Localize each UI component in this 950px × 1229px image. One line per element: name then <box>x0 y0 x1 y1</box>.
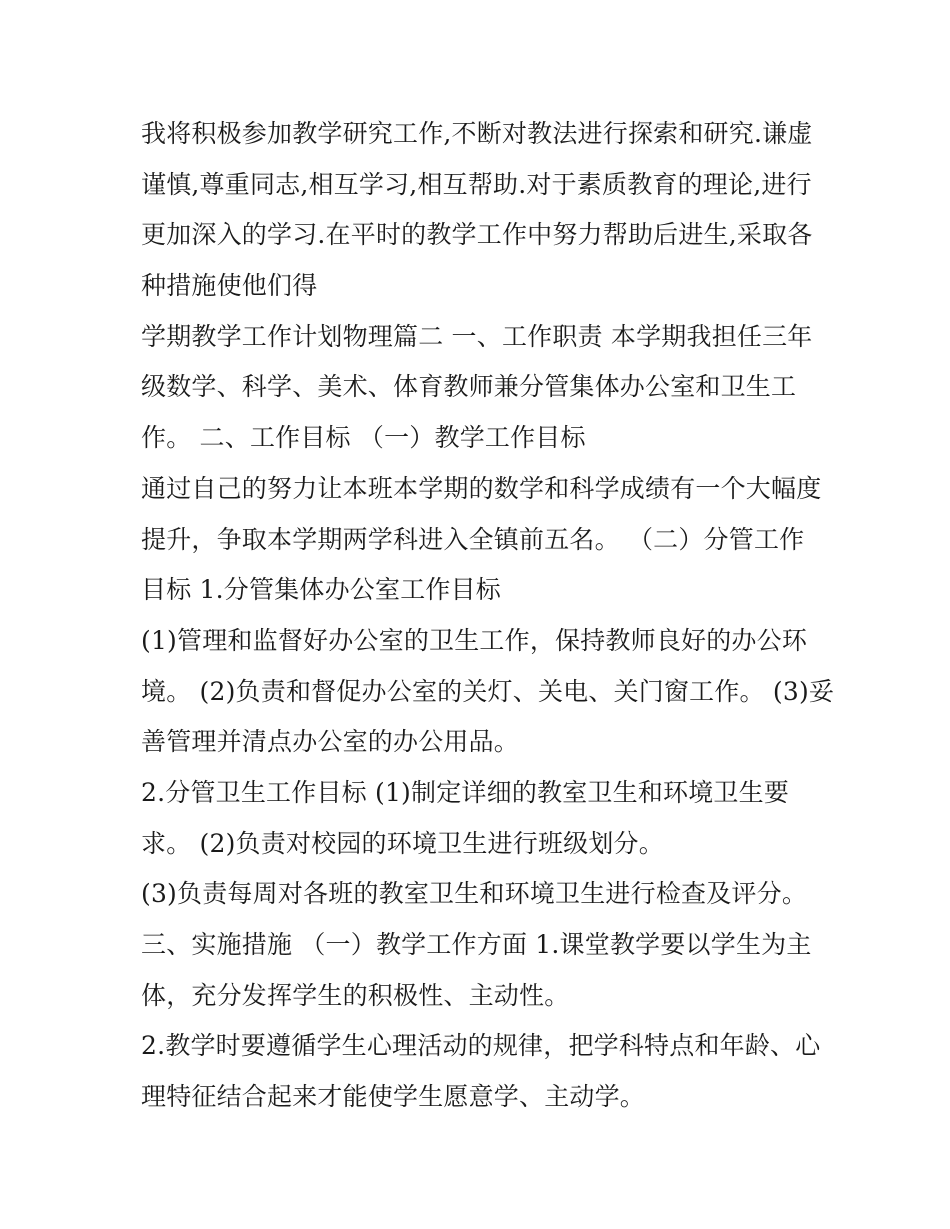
text-line: 学期教学工作计划物理篇二 一、工作职责 本学期我担任三年 <box>141 321 813 351</box>
text-line: 善管理并清点办公室的办公用品。 <box>141 727 520 757</box>
text-line: 三、实施措施 （一）教学工作方面 1.课堂教学要以学生为主 <box>141 930 812 959</box>
text-line: 理特征结合起来才能使学生愿意学、主动学。 <box>141 1082 646 1112</box>
text-line: 体，充分发挥学生的积极性、主动性。 <box>141 980 570 1010</box>
text-line: 通过自己的努力让本班本学期的数学和科学成绩有一个大幅度 <box>141 473 822 503</box>
text-line: 目标 1.分管集体办公室工作目标 <box>141 575 502 605</box>
text-line: (3)负责每周对各班的教室卫生和环境卫生进行检查及评分。 <box>141 879 808 909</box>
text-line: 求。 (2)负责对校园的环境卫生进行班级划分。 <box>141 828 664 858</box>
text-line: 更加深入的学习.在平时的教学工作中努力帮助后进生,采取各 <box>141 220 813 250</box>
text-line: 谨慎,尊重同志,相互学习,相互帮助.对于素质教育的理论,进行 <box>141 169 812 199</box>
text-line: 种措施使他们得 <box>141 271 318 301</box>
text-line: (1)管理和监督好办公室的卫生工作，保持教师良好的办公环 <box>141 625 808 655</box>
text-line: 境。 (2)负责和督促办公室的关灯、关电、关门窗工作。 (3)妥 <box>141 676 835 706</box>
text-line: 2.分管卫生工作目标 (1)制定详细的教室卫生和环境卫生要 <box>141 777 790 807</box>
text-line: 提升，争取本学期两学科进入全镇前五名。 （二）分管工作 <box>141 524 805 554</box>
document-body <box>141 109 835 1123</box>
text-line: 作。 二、工作目标 （一）教学工作目标 <box>141 423 586 453</box>
text-line: 2.教学时要遵循学生心理活动的规律，把学科特点和年龄、心 <box>141 1031 821 1061</box>
text-line: 我将积极参加教学研究工作,不断对教法进行探索和研究.谦虚 <box>141 119 813 148</box>
text-line: 级数学、科学、美术、体育教师兼分管集体办公室和卫生工 <box>141 372 797 402</box>
